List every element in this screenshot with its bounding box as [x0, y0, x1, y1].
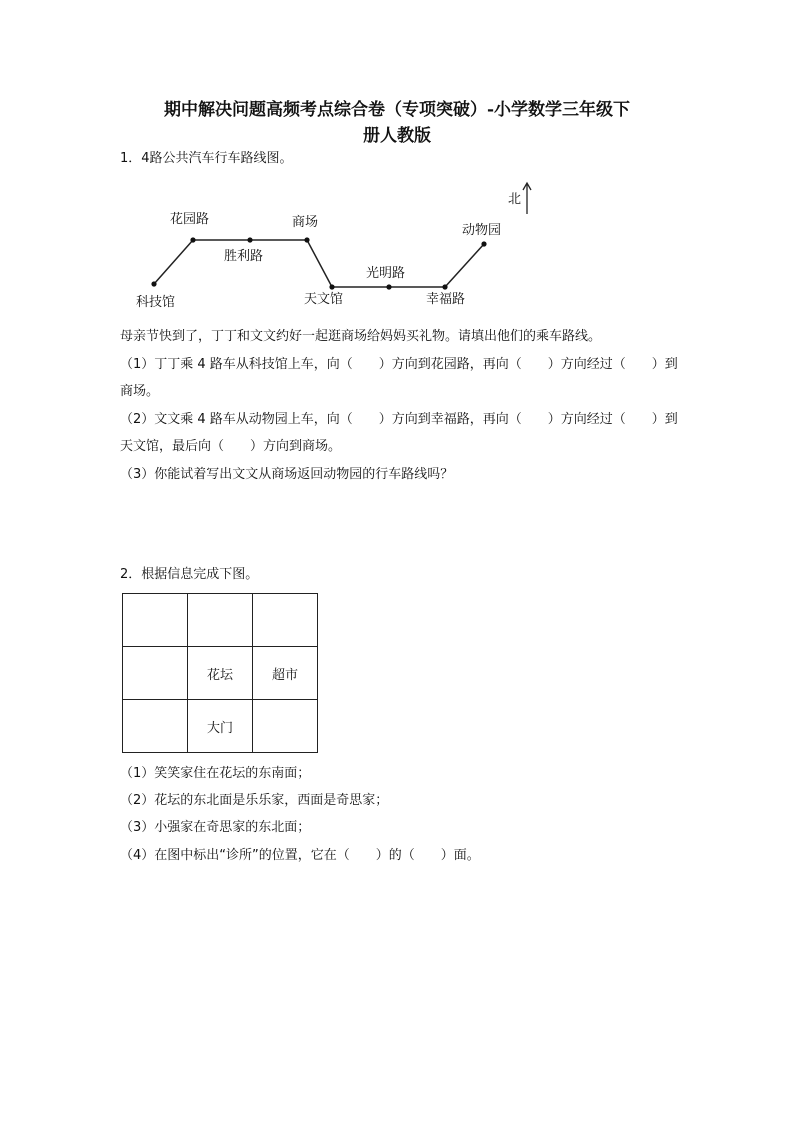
- grid-row: [123, 594, 318, 647]
- stop-label-kejiguan: 科技馆: [136, 295, 176, 310]
- question-1-part-1-line-2: 商场。: [120, 384, 160, 399]
- stop-dot-tianwenguan: [329, 284, 334, 289]
- stop-label-huayuanlu: 花园路: [170, 212, 210, 227]
- grid-cell: [253, 594, 318, 647]
- stop-dot-dongwuyuan: [481, 241, 486, 246]
- question-2-item-3: （3）小强家在奇思家的东北面；: [120, 820, 311, 835]
- stop-dot-xingfulu: [442, 284, 447, 289]
- title-line-1: 期中解决问题高频考点综合卷（专项突破）-小学数学三年级下: [163, 100, 631, 120]
- north-label: 北: [508, 192, 522, 207]
- grid-cell: [253, 700, 318, 753]
- bus-route-map: [0, 0, 794, 340]
- position-grid: [122, 593, 318, 753]
- question-1-part-2-line-2: 天文馆，最后向（ ）方向到商场。: [120, 439, 342, 454]
- grid-cell: [123, 700, 188, 753]
- stop-label-tianwenguan: 天文馆: [304, 292, 344, 307]
- stop-label-shenglilu: 胜利路: [224, 249, 264, 264]
- stop-label-xingfulu: 幸福路: [426, 292, 466, 307]
- grid-row: [123, 647, 318, 700]
- stop-label-shangchang: 商场: [292, 215, 319, 230]
- question-1-heading: 1．4路公共汽车行车路线图。: [120, 151, 293, 166]
- question-1-part-3: （3）你能试着写出文文从商场返回动物园的行车路线吗？: [120, 467, 454, 482]
- title-line-2: 册人教版: [363, 126, 431, 146]
- grid-cell-supermarket: 超市: [253, 647, 318, 700]
- route-line: [154, 240, 484, 287]
- stop-dot-guangminglu: [386, 284, 391, 289]
- question-1-intro: 母亲节快到了，丁丁和文文约好一起逛商场给妈妈买礼物。请填出他们的乘车路线。: [120, 329, 602, 344]
- grid-cell: [123, 647, 188, 700]
- question-1-part-2-line-1: （2）文文乘 4 路车从动物园上车，向（ ）方向到幸福路，再向（ ）方向经过（ ）到: [120, 412, 678, 427]
- grid-cell-gate: 大门: [188, 700, 253, 753]
- grid-row: [123, 700, 318, 753]
- stop-label-dongwuyuan: 动物园: [462, 223, 502, 238]
- grid-cell: [123, 594, 188, 647]
- stop-dot-huayuanlu: [190, 237, 195, 242]
- question-2-item-2: （2）花坛的东北面是乐乐家，西面是奇思家；: [120, 793, 389, 808]
- question-1-part-1-line-1: （1）丁丁乘 4 路车从科技馆上车，向（ ）方向到花园路，再向（ ）方向经过（ ）到: [120, 357, 678, 372]
- north-arrow-icon: [523, 183, 531, 214]
- question-2-heading: 2．根据信息完成下图。: [120, 567, 259, 582]
- grid-cell: [188, 594, 253, 647]
- stop-dot-shenglilu: [247, 237, 252, 242]
- question-2-item-4: （4）在图中标出“诊所”的位置，它在（ ）的（ ）面。: [120, 848, 480, 863]
- grid-cell-flowerbed: 花坛: [188, 647, 253, 700]
- stop-dot-shangchang: [304, 237, 309, 242]
- stop-dot-kejiguan: [151, 281, 156, 286]
- stop-label-guangminglu: 光明路: [366, 266, 406, 281]
- question-2-item-1: （1）笑笑家住在花坛的东南面；: [120, 766, 311, 781]
